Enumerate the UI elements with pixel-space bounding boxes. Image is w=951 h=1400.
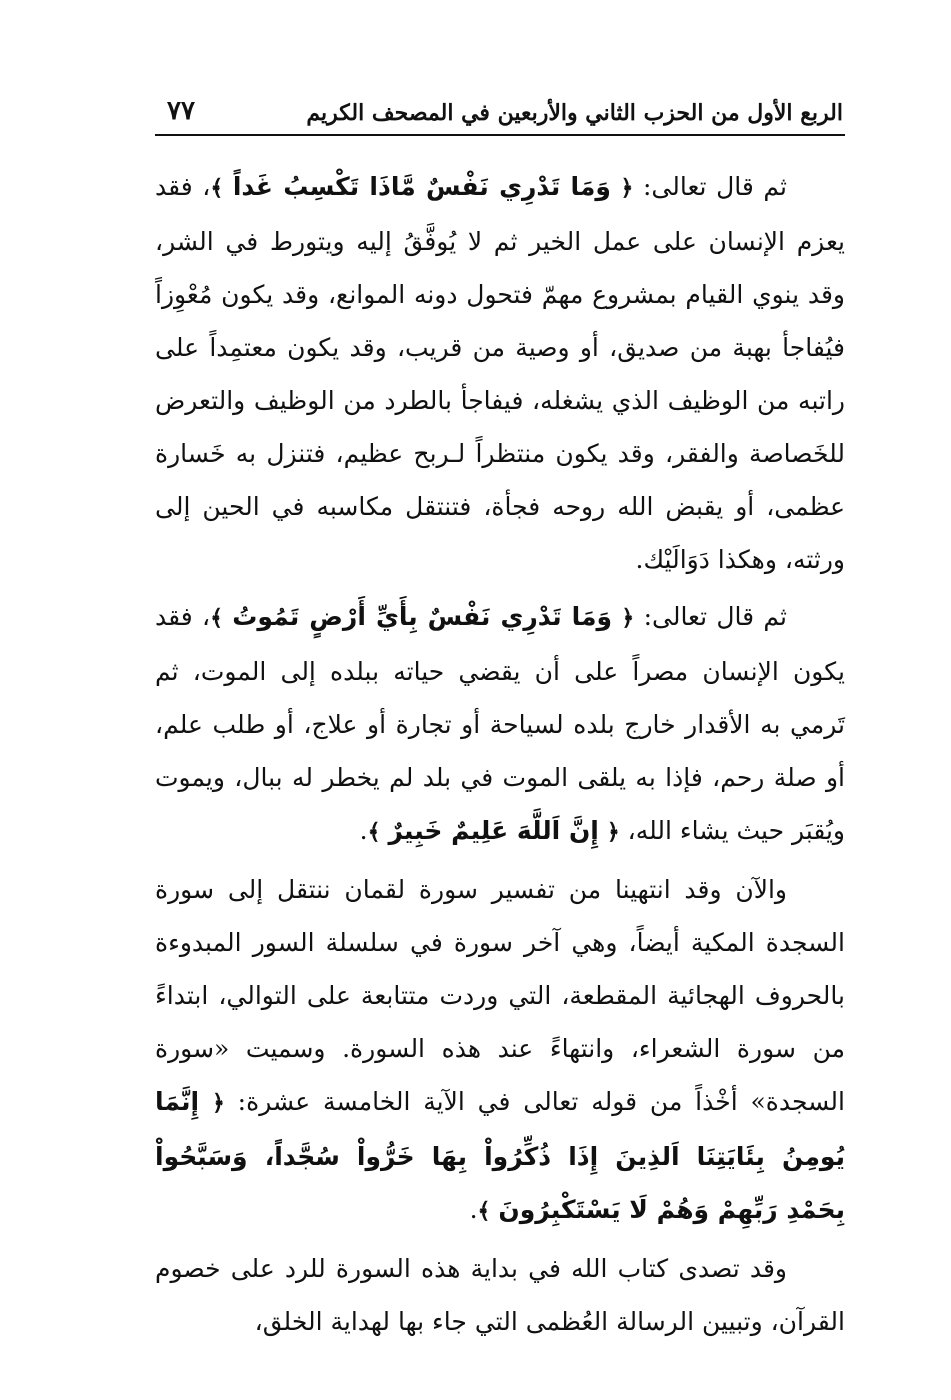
quran-open-bracket: ﴿ [606,820,620,845]
paragraph-1 [155,160,845,586]
paragraph-4 [155,1242,845,1348]
quran-close-bracket: ﴾ [367,820,381,845]
running-header-title: الربع الأول من الحزب الثاني والأربعين في المصحف الكريم [306,100,843,126]
paragraph-2-text: ثم قال تعالى: [634,602,788,631]
paragraph-2-text-cont: ، فقد يكون الإنسان مصراً على أن يقضي حياته ببلده إلى الموت، ثم تَرمي به الأقدار خارج بلده لسياحة أو تجارة أو علاج، أو طلب علم، أو صلة رحم، فإذا به يلقى الموت في بلد لم يخطر له ببال، ويموت ويُقبَر حيث يشاء الله، [155,602,845,845]
quran-open-bracket: ﴿ [621,606,635,631]
quran-verse-2: وَمَا تَدْرِي نَفْسٌ بِأَيِّ أَرْضٍ تَمُوتُ [232,602,613,631]
quran-close-bracket: ﴾ [477,1199,491,1224]
paragraph-3-text: والآن وقد انتهينا من تفسير سورة لقمان ننتقل إلى سورة السجدة المكية أيضاً، وهي آخر سورة في سلسلة السور المبدوءة بالحروف الهجائية المقطعة، التي وردت متتابعة على التوالي، ابتداءً من سورة الشعراء، وانتهاءً عند هذه السورة. وسميت «سورة السجدة» أخْذاً من قوله تعالى في الآية الخامسة عشرة: [155,875,845,1116]
body-text [155,160,845,1348]
quran-verse-4: إِنَّمَا يُومِنُ بِئَايَتِنَا اَلذِينَ إِذَا ذُكِّرُواْ بِهَا خَرُّواْ سُجَّداً، وَسَبَّحُواْ بِحَمْدِ رَبِّهِمْ وَهُمْ لَا يَسْتَكْبِرُونَ [155,1087,845,1224]
paragraph-1-text: ثم قال تعالى: [633,172,787,201]
quran-close-bracket: ﴾ [210,176,224,201]
book-page [155,92,845,1348]
paragraph-2-end: . [359,816,368,845]
paragraph-1-text-cont: ، فقد يعزم الإنسان على عمل الخير ثم لا يُوفَّقُ إليه ويتورط في الشر، وقد ينوي القيام بمشروع مهمّ فتحول دونه الموانع، وقد يكون مُعْوِزاً فيُفاجأ بهبة من صديق، أو وصية من قريب، وقد يكون معتمِداً على راتبه من الوظيف الذي يشغله، فيفاجأ بالطرد من الوظيف والتعرض للخَصاصة والفقر، وقد يكون منتظراً لـربح عظيم، فتنزل به خَسارة عظمى، أو يقبض الله روحه فجأة، فتنتقل مكاسبه في الحين إلى ورثته، وهكذا دَوَالَيْك. [155,172,845,574]
paragraph-2 [155,590,845,859]
quran-open-bracket: ﴿ [620,176,634,201]
quran-close-bracket: ﴾ [210,606,223,631]
quran-verse-1: وَمَا تَدْرِي نَفْسٌ مَّاذَا تَكْسِبُ غَداً [232,172,611,201]
page-number: ٧٧ [167,96,195,126]
quran-verse-3: إِنَّ اَللَّهَ عَلِيمٌ خَبِيرٌ [388,816,599,845]
paragraph-3-end: . [469,1195,478,1224]
quran-open-bracket: ﴿ [211,1091,225,1116]
paragraph-3 [155,863,845,1238]
running-header [155,92,845,136]
paragraph-4-text: وقد تصدى كتاب الله في بداية هذه السورة للرد على خصوم القرآن، وتبيين الرسالة العُظمى التي جاء بها لهداية الخلق، [155,1254,845,1336]
